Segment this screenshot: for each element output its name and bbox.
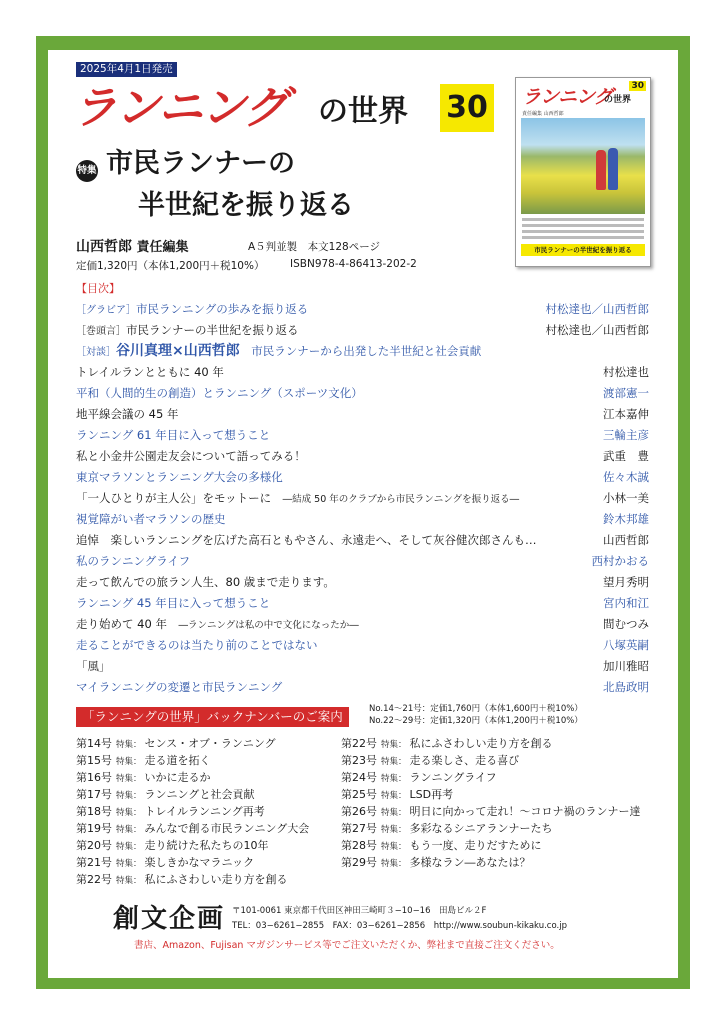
toc-author: 村松達也／山西哲郎 bbox=[545, 323, 649, 337]
feature-headline-line2: 半世紀を振り返る bbox=[138, 190, 354, 221]
table-of-contents bbox=[76, 299, 649, 698]
toc-title bbox=[76, 404, 178, 425]
toc-title-text: 走って飲んでの旅ラン人生、80 歳まで走ります。 bbox=[76, 575, 335, 589]
backnumber-feature-label: 特集： bbox=[381, 791, 407, 801]
toc-title-text: 市民ランナーの半世紀を振り返る bbox=[126, 323, 299, 337]
backnumber-item bbox=[76, 871, 309, 888]
toc-title-text: 追悼 楽しいランニングを広げた高石ともやさん、永遠走へ、そして灰谷健次郎さんも… bbox=[76, 533, 537, 547]
toc-tag: ［対談］ bbox=[76, 347, 116, 358]
toc-author: 村松達也／山西哲郎 bbox=[545, 302, 649, 316]
backnumber-item bbox=[341, 786, 641, 803]
toc-row bbox=[76, 530, 649, 551]
publisher-name: 創文企画 bbox=[113, 904, 226, 934]
toc-title-text: 私のランニングライフ bbox=[76, 554, 191, 568]
backnumber-feature-label: 特集： bbox=[116, 876, 142, 886]
cover-title: ランニング bbox=[522, 86, 612, 108]
cover-feature-bar: 市民ランナーの半世紀を振り返る bbox=[521, 244, 645, 256]
backnumber-title: 楽しきかなマラニック bbox=[144, 856, 255, 869]
backnumber-prices bbox=[369, 703, 583, 727]
backnumber-issue: 第16号 bbox=[76, 771, 112, 784]
toc-title-text: 市民ランニングの歩みを振り返る bbox=[136, 302, 309, 316]
editor-name: 山西哲郎 bbox=[76, 239, 132, 255]
toc-title bbox=[76, 677, 282, 698]
backnumber-item bbox=[341, 803, 641, 820]
toc-row bbox=[76, 593, 649, 614]
toc-author: 山西哲郎 bbox=[603, 533, 649, 547]
toc-title bbox=[76, 362, 224, 383]
backnumber-item bbox=[76, 752, 309, 769]
toc-title-text: 走ることができるのは当たり前のことではない bbox=[76, 638, 318, 652]
toc-author: 間むつみ bbox=[603, 617, 649, 631]
backnumber-item bbox=[76, 786, 309, 803]
runner-figure-icon bbox=[596, 150, 606, 190]
magazine-title-suffix: の世界 bbox=[318, 94, 408, 129]
toc-row bbox=[76, 383, 649, 404]
toc-title bbox=[76, 614, 359, 636]
backnumber-title: 私にふさわしい走り方を創る bbox=[409, 737, 553, 750]
toc-tag: ［グラビア］ bbox=[76, 305, 136, 316]
toc-title bbox=[76, 299, 308, 321]
toc-title-text: 平和（人間的生の創造）とランニング（スポーツ文化） bbox=[76, 386, 363, 400]
toc-title bbox=[76, 341, 481, 363]
backnumber-feature-label: 特集： bbox=[381, 859, 407, 869]
backnumber-item bbox=[341, 820, 641, 837]
backnumber-item bbox=[341, 854, 641, 871]
backnumber-title: 多彩なるシニアランナーたち bbox=[409, 822, 553, 835]
toc-row bbox=[76, 446, 649, 467]
toc-title-text: ランニング 45 年目に入って想うこと bbox=[76, 596, 271, 610]
backnumber-item bbox=[76, 769, 309, 786]
toc-row bbox=[76, 677, 649, 698]
backnumber-item bbox=[76, 837, 309, 854]
backnumber-issue: 第14号 bbox=[76, 737, 112, 750]
backnumber-title: LSD再考 bbox=[409, 788, 454, 801]
backnumber-issue: 第17号 bbox=[76, 788, 112, 801]
toc-author: 八塚英嗣 bbox=[603, 638, 649, 652]
backnumber-title: 走り続けた私たちの10年 bbox=[144, 839, 269, 852]
backnumber-title: 私にふさわしい走り方を創る bbox=[144, 873, 288, 886]
toc-title bbox=[76, 572, 335, 593]
backnumber-feature-label: 特集： bbox=[381, 757, 407, 767]
toc-title-text: 地平線会議の 45 年 bbox=[76, 407, 179, 421]
backnumber-issue: 第25号 bbox=[341, 788, 377, 801]
backnumber-price-2: No.22〜29号：定価1,320円（本体1,200円＋税10%） bbox=[369, 716, 583, 726]
backnumber-issue: 第21号 bbox=[76, 856, 112, 869]
toc-author: 北島政明 bbox=[603, 680, 649, 694]
backnumber-issue: 第20号 bbox=[76, 839, 112, 852]
toc-title-text: 「一人ひとりが主人公」をモットーに bbox=[76, 491, 283, 505]
backnumber-item bbox=[341, 735, 641, 752]
toc-title-text: ランニング 61 年目に入って想うこと bbox=[76, 428, 271, 442]
backnumber-list-right bbox=[341, 735, 641, 871]
backnumber-item bbox=[341, 752, 641, 769]
toc-title bbox=[76, 446, 306, 467]
toc-row bbox=[76, 467, 649, 488]
backnumber-issue: 第19号 bbox=[76, 822, 112, 835]
feature-mark: 特集 bbox=[76, 160, 98, 182]
backnumber-issue: 第26号 bbox=[341, 805, 377, 818]
toc-title-text: 走り始めて 40 年 bbox=[76, 617, 179, 631]
backnumber-feature-label: 特集： bbox=[381, 740, 407, 750]
backnumber-feature-label: 特集： bbox=[381, 808, 407, 818]
book-format: A５判並製 本文128ページ bbox=[248, 241, 381, 253]
publish-date-badge: 2025年4月1日発売 bbox=[76, 62, 177, 77]
backnumber-issue: 第15号 bbox=[76, 754, 112, 767]
toc-title bbox=[76, 383, 363, 404]
backnumber-title: もう一度、走りだすために bbox=[409, 839, 542, 852]
backnumber-title: ランニングライフ bbox=[409, 771, 497, 784]
toc-title bbox=[76, 530, 536, 551]
backnumber-feature-label: 特集： bbox=[116, 825, 142, 835]
toc-row bbox=[76, 614, 649, 635]
toc-author: 佐々木誠 bbox=[603, 470, 649, 484]
cover-issue: 30 bbox=[631, 81, 644, 91]
backnumber-feature-label: 特集： bbox=[116, 774, 142, 784]
toc-row bbox=[76, 299, 649, 320]
backnumber-item bbox=[76, 854, 309, 871]
backnumber-item bbox=[341, 769, 641, 786]
backnumber-feature-label: 特集： bbox=[381, 842, 407, 852]
backnumber-feature-label: 特集： bbox=[116, 740, 142, 750]
toc-author: 望月秀明 bbox=[603, 575, 649, 589]
toc-author: 小林一美 bbox=[603, 491, 649, 505]
toc-title bbox=[76, 320, 299, 342]
backnumber-banner: 「ランニングの世界」バックナンバーのご案内 bbox=[76, 707, 349, 727]
order-note: 書店、Amazon、Fujisan マガジンサービス等でご注文いただくか、弊社まで直接ご注文ください。 bbox=[134, 940, 560, 951]
backnumber-item bbox=[76, 735, 309, 752]
backnumber-issue: 第23号 bbox=[341, 754, 377, 767]
toc-dialogue-names: 谷川真理×山西哲郎 bbox=[116, 343, 240, 359]
backnumber-feature-label: 特集： bbox=[381, 825, 407, 835]
cover-title-suffix: の世界 bbox=[604, 95, 632, 105]
toc-author: 武重 豊 bbox=[603, 449, 649, 463]
toc-title bbox=[76, 551, 190, 572]
backnumber-title: みんなで創る市民ランニング大会 bbox=[144, 822, 310, 835]
toc-author: 西村かおる bbox=[591, 554, 649, 568]
toc-row bbox=[76, 656, 649, 677]
backnumber-title: センス・オブ・ランニング bbox=[144, 737, 276, 750]
toc-author: 鈴木邦雄 bbox=[603, 512, 649, 526]
backnumber-title: 明日に向かって走れ！〜コロナ禍のランナー達 bbox=[409, 805, 641, 818]
cover-photo bbox=[521, 118, 645, 214]
toc-row bbox=[76, 572, 649, 593]
backnumber-issue: 第24号 bbox=[341, 771, 377, 784]
issue-number: 30 bbox=[440, 84, 494, 132]
cover-image bbox=[515, 77, 651, 267]
backnumber-title: 多様なラン―あなたは？ bbox=[409, 856, 531, 869]
toc-title-text: 市民ランナーから出発した半世紀と社会貢献 bbox=[239, 344, 482, 358]
toc-author: 加川雅昭 bbox=[603, 659, 649, 673]
toc-row bbox=[76, 404, 649, 425]
backnumber-list-left bbox=[76, 735, 309, 888]
backnumber-feature-label: 特集： bbox=[116, 859, 142, 869]
publisher-contact: TEL：03−6261−2855 FAX：03−6261−2856 http://www.soubun-kikaku.co.jp bbox=[232, 921, 567, 931]
toc-title bbox=[76, 467, 283, 488]
backnumber-feature-label: 特集： bbox=[116, 757, 142, 767]
toc-row bbox=[76, 488, 649, 509]
toc-title-text: 視覚障がい者マラソンの歴史 bbox=[76, 512, 226, 526]
backnumber-feature-label: 特集： bbox=[116, 808, 142, 818]
publisher-address: 〒101-0061 東京都千代田区神田三崎町３−10−16 田島ビル２F bbox=[232, 906, 487, 916]
toc-title bbox=[76, 509, 226, 530]
toc-title bbox=[76, 488, 519, 510]
toc-title bbox=[76, 635, 318, 656]
feature-headline-line1: 市民ランナーの bbox=[106, 148, 295, 179]
backnumber-issue: 第18号 bbox=[76, 805, 112, 818]
magazine-title: ランニング bbox=[72, 81, 287, 134]
toc-title bbox=[76, 593, 270, 614]
book-price: 定価1,320円（本体1,200円＋税10%） bbox=[76, 260, 265, 272]
toc-row bbox=[76, 341, 649, 362]
toc-author: 宮内和江 bbox=[603, 596, 649, 610]
backnumber-feature-label: 特集： bbox=[116, 791, 142, 801]
toc-title-text: 「風」 bbox=[76, 659, 111, 673]
toc-title-text: トレイルランとともに 40 年 bbox=[76, 365, 224, 379]
toc-row bbox=[76, 635, 649, 656]
toc-tag: ［巻頭言］ bbox=[76, 326, 126, 337]
backnumber-item bbox=[76, 820, 309, 837]
runner-figure-icon bbox=[608, 148, 618, 190]
toc-row bbox=[76, 425, 649, 446]
toc-heading: 【目次】 bbox=[76, 282, 120, 295]
backnumber-title: 走る楽しさ、走る喜び bbox=[409, 754, 520, 767]
backnumber-issue: 第22号 bbox=[76, 873, 112, 886]
book-isbn: ISBN978-4-86413-202-2 bbox=[290, 258, 417, 270]
backnumber-title: トレイルランニング再考 bbox=[144, 805, 265, 818]
toc-title-text: 東京マラソンとランニング大会の多様化 bbox=[76, 470, 283, 484]
toc-author: 江本嘉伸 bbox=[603, 407, 649, 421]
toc-row bbox=[76, 320, 649, 341]
toc-author: 村松達也 bbox=[603, 365, 649, 379]
backnumber-feature-label: 特集： bbox=[381, 774, 407, 784]
cover-text-lines bbox=[522, 218, 644, 242]
toc-title bbox=[76, 425, 270, 446]
toc-subtitle: ―ランニングは私の中で文化になったか― bbox=[178, 620, 359, 631]
toc-author: 渡部憲一 bbox=[603, 386, 649, 400]
backnumber-feature-label: 特集： bbox=[116, 842, 142, 852]
backnumber-issue: 第28号 bbox=[341, 839, 377, 852]
backnumber-title: いかに走るか bbox=[144, 771, 211, 784]
backnumber-item bbox=[76, 803, 309, 820]
toc-row bbox=[76, 551, 649, 572]
cover-editor: 責任編集 山西哲郎 bbox=[522, 111, 564, 117]
toc-title-text: 私と小金井公園走友会について語ってみる！ bbox=[76, 449, 306, 463]
editor-role: 責任編集 bbox=[132, 240, 189, 255]
toc-subtitle: ―結成 50 年のクラブから市民ランニングを振り返る― bbox=[282, 494, 520, 505]
toc-author: 三輪主彦 bbox=[603, 428, 649, 442]
backnumber-item bbox=[341, 837, 641, 854]
backnumber-price-1: No.14〜21号：定価1,760円（本体1,600円＋税10%） bbox=[369, 704, 583, 714]
backnumber-title: 走る道を拓く bbox=[144, 754, 211, 767]
backnumber-issue: 第29号 bbox=[341, 856, 377, 869]
backnumber-issue: 第27号 bbox=[341, 822, 377, 835]
backnumber-title: ランニングと社会貢献 bbox=[144, 788, 255, 801]
toc-row bbox=[76, 509, 649, 530]
toc-row bbox=[76, 362, 649, 383]
toc-title-text: マイランニングの変遷と市民ランニング bbox=[76, 680, 283, 694]
backnumber-issue: 第22号 bbox=[341, 737, 377, 750]
editor-credit bbox=[76, 236, 189, 256]
toc-title bbox=[76, 656, 111, 677]
